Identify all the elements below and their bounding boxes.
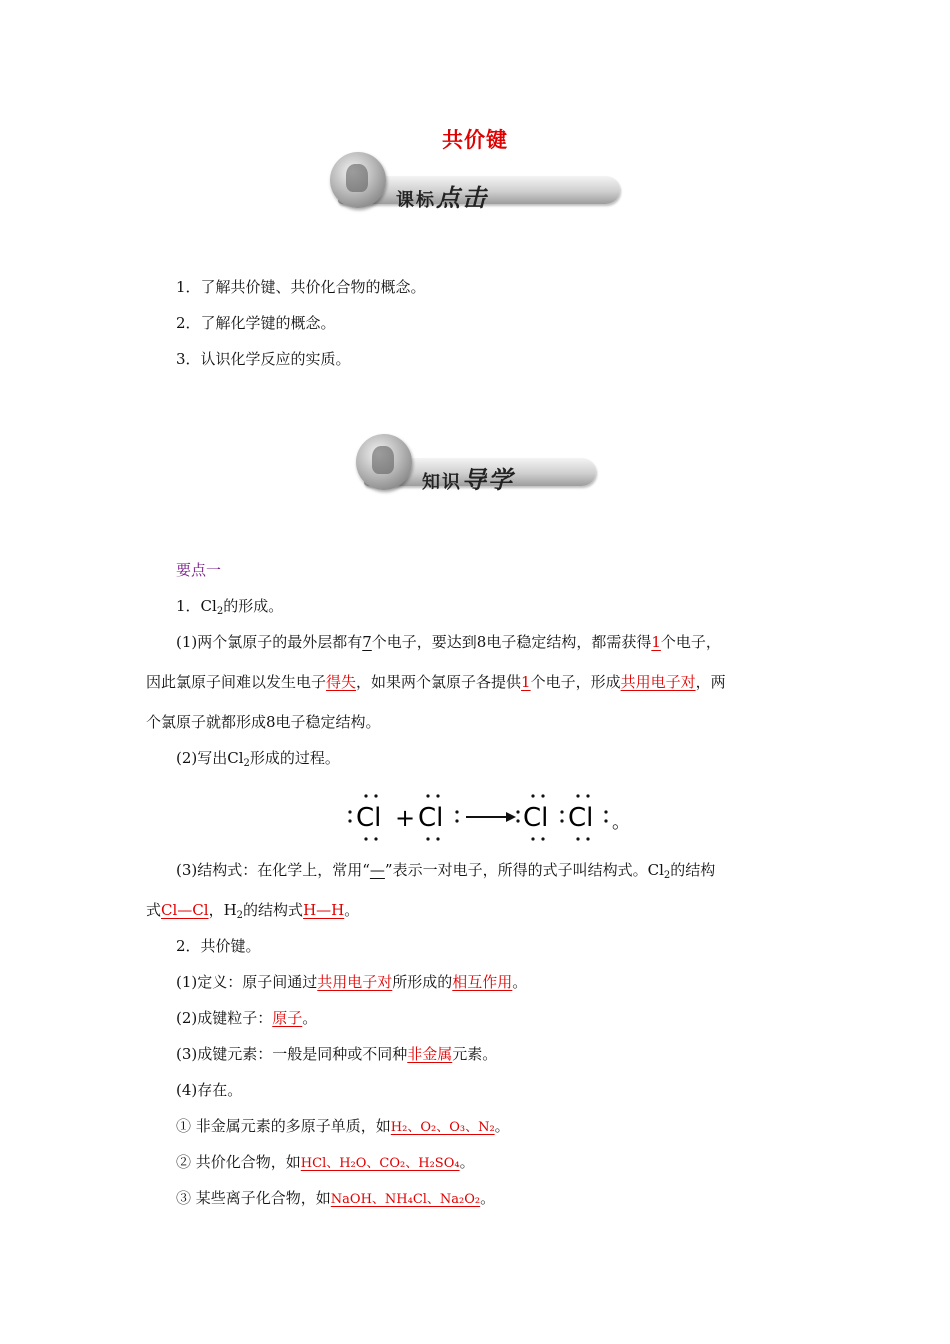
text: ，H bbox=[208, 901, 237, 919]
text: 个电子，要达到8电子稳定结构，都需获得 bbox=[371, 633, 652, 651]
answer: NaOH、NH₄Cl、Na₂O₂ bbox=[330, 1192, 481, 1207]
text: 。 bbox=[512, 973, 528, 991]
text: ② 共价化合物，如 bbox=[176, 1153, 301, 1171]
p3b bbox=[146, 900, 816, 920]
answer: 相互作用 bbox=[452, 973, 513, 991]
text: 的形成。 bbox=[223, 597, 284, 615]
answer: H₂、O₂、O₃、N₂ bbox=[390, 1120, 495, 1135]
text: (2)成键粒子： bbox=[176, 1009, 273, 1027]
text: (3)成键元素：一般是同种或不同种 bbox=[176, 1045, 408, 1063]
reaction-arrow bbox=[466, 812, 516, 822]
answer: 共用电子对 bbox=[317, 973, 393, 991]
text: 个电子， bbox=[660, 633, 721, 651]
banner-knowledge bbox=[356, 434, 596, 494]
text: 的结构式 bbox=[243, 901, 304, 919]
answer: 原子 bbox=[272, 1009, 303, 1027]
text: ① 非金属元素的多原子单质，如 bbox=[176, 1117, 391, 1135]
cl-atom-3: Cl bbox=[523, 803, 549, 833]
answer: H—H bbox=[303, 901, 345, 919]
subscript: 2 bbox=[216, 606, 224, 617]
subscript: 2 bbox=[243, 758, 250, 769]
hand-icon bbox=[330, 152, 386, 208]
text: 。 bbox=[459, 1153, 475, 1171]
answer: 非金属 bbox=[407, 1045, 453, 1063]
banner-label-small: 知识 bbox=[422, 472, 462, 493]
cl-atom-1: Cl bbox=[356, 803, 382, 833]
e2 bbox=[176, 1152, 846, 1174]
text: 式 bbox=[146, 901, 162, 919]
text: 。 bbox=[480, 1189, 496, 1207]
text: 所形成的 bbox=[392, 973, 453, 991]
p3a bbox=[176, 860, 846, 880]
answer: 1 bbox=[651, 633, 661, 651]
period-mark: 。 bbox=[612, 812, 630, 833]
banner-label-big: 导学 bbox=[462, 465, 514, 494]
banner-label bbox=[396, 178, 488, 213]
p1c: 个氯原子就都形成8电子稳定结构。 bbox=[146, 713, 381, 731]
s2-title: 2．共价键。 bbox=[176, 937, 261, 955]
answer: 1 bbox=[521, 673, 531, 691]
section-heading: 要点一 bbox=[176, 561, 222, 579]
e1 bbox=[176, 1116, 846, 1138]
text: (1)两个氯原子的最外层都有 bbox=[176, 633, 363, 651]
cl-atom-4: Cl bbox=[568, 803, 594, 833]
answer: 得失 bbox=[326, 673, 357, 691]
e3 bbox=[176, 1188, 846, 1210]
cl-atom-2: Cl bbox=[418, 803, 444, 833]
objective-3: 3．认识化学反应的实质。 bbox=[176, 350, 351, 368]
electron-dot-equation bbox=[340, 790, 640, 846]
text: (3)结构式：在化学上，常用“ bbox=[176, 861, 370, 879]
answer: 共用电子对 bbox=[620, 673, 696, 691]
banner-label-small: 课标 bbox=[396, 190, 436, 211]
objective-2: 2．了解化学键的概念。 bbox=[176, 314, 336, 332]
subscript: 2 bbox=[663, 870, 671, 881]
d3 bbox=[176, 1044, 846, 1064]
plus-sign: + bbox=[395, 804, 416, 832]
answer: Cl—Cl bbox=[161, 901, 209, 919]
text: 。 bbox=[302, 1009, 318, 1027]
text: 个电子，形成 bbox=[530, 673, 621, 691]
text: (1)定义：原子间通过 bbox=[176, 973, 318, 991]
text: (2)写出Cl bbox=[176, 749, 244, 767]
p1a bbox=[176, 632, 846, 652]
text: 元素。 bbox=[452, 1045, 498, 1063]
text: 的结构 bbox=[670, 861, 716, 879]
d4: (4)存在。 bbox=[176, 1081, 243, 1099]
text: 因此氯原子间难以发生电子 bbox=[146, 673, 327, 691]
answer: HCl、H₂O、CO₂、H₂SO₄ bbox=[300, 1156, 460, 1171]
p1b bbox=[146, 672, 816, 692]
p2 bbox=[176, 748, 846, 768]
d2 bbox=[176, 1008, 846, 1028]
fill-blank: — bbox=[369, 861, 385, 879]
text: 。 bbox=[344, 901, 360, 919]
text: ③ 某些离子化合物，如 bbox=[176, 1189, 331, 1207]
fill-blank: 7 bbox=[362, 633, 372, 651]
text: 1．Cl bbox=[176, 597, 217, 615]
books-icon bbox=[356, 434, 412, 490]
banner-label bbox=[422, 460, 514, 495]
objective-1: 1．了解共价键、共价化合物的概念。 bbox=[176, 278, 426, 296]
text: ”表示一对电子，所得的式子叫结构式。Cl bbox=[384, 861, 664, 879]
page-title: 共价键 bbox=[442, 127, 508, 152]
banner-label-big: 点击 bbox=[436, 183, 488, 212]
text: 形成的过程。 bbox=[249, 749, 340, 767]
subscript: 2 bbox=[236, 910, 244, 921]
text: ，如果两个氯原子各提供 bbox=[356, 673, 522, 691]
p1-title bbox=[176, 596, 846, 616]
text: ，两 bbox=[695, 673, 726, 691]
text: 。 bbox=[494, 1117, 510, 1135]
banner-curriculum bbox=[330, 152, 620, 212]
d1 bbox=[176, 972, 846, 992]
